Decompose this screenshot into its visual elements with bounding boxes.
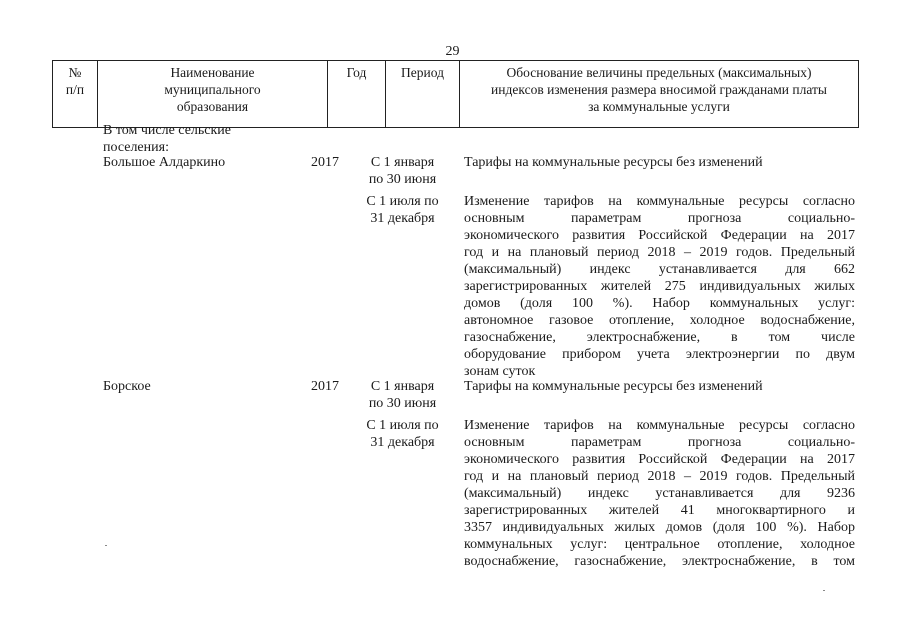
subheading: В том числе сельские поселения:: [103, 123, 232, 155]
justification-text: Изменение тарифов на коммунальные ресурсы согласно основным параметрам прогноза социально- экономического развития Российской Федерации на 2017 год и на плановый период 2018 – 2019 годов. Предельный (максимальный) индекс устанавливается для 9236 зарегистрированных жителей 41 многоквартирного и 3357 индивидуальных жилых домов (доля 100 %). Набор коммунальных услуг: центральное отопление, холодное водоснабжение, газоснабжение, электроснабжение, в том: [464, 418, 855, 569]
header-row: [52, 60, 859, 128]
header-col-justification: Обоснование величины предельных (максимальных) индексов изменения размера вносимой гражданами платы за коммунальные услуги: [459, 61, 859, 127]
period-cell: С 1 января по 30 июня: [368, 155, 437, 187]
period-cell: С 1 июля по 31 декабря: [366, 194, 439, 226]
justification-text: Изменение тарифов на коммунальные ресурсы согласно основным параметрам прогноза социально- экономического развития Российской Федерации на 2017 год и на плановый период 2018 – 2019 годов. Предельный (максимальный) индекс устанавливается для 662 зарегистрированных жителей 275 индивидуальных жилых домов (доля 100 %). Набор коммунальных услуг: автономное газовое отопление, холодное водоснабжение, газоснабжение, электроснабжение, в том числе оборудование прибором учета электроэнергии по двум зонам суток: [464, 194, 855, 379]
municipality-name: Борское: [103, 379, 151, 394]
header-col-number: № п/п: [52, 61, 97, 127]
scan-speck: [105, 545, 107, 546]
year-cell: 2017: [311, 155, 339, 170]
justification-text: Тарифы на коммунальные ресурсы без изменений: [464, 155, 763, 170]
municipality-name: Большое Алдаркино: [103, 155, 226, 170]
justification-text: Тарифы на коммунальные ресурсы без изменений: [464, 379, 763, 394]
header-col-year: Год: [327, 61, 385, 127]
scan-speck: [823, 590, 825, 591]
header-col-period: Период: [385, 61, 459, 127]
period-cell: С 1 июля по 31 декабря: [366, 418, 439, 450]
year-cell: 2017: [311, 379, 339, 394]
period-cell: С 1 января по 30 июня: [368, 379, 437, 411]
table-header: [52, 60, 859, 128]
header-col-name: Наименование муниципального образования: [97, 61, 327, 127]
page-number: 29: [445, 44, 460, 59]
